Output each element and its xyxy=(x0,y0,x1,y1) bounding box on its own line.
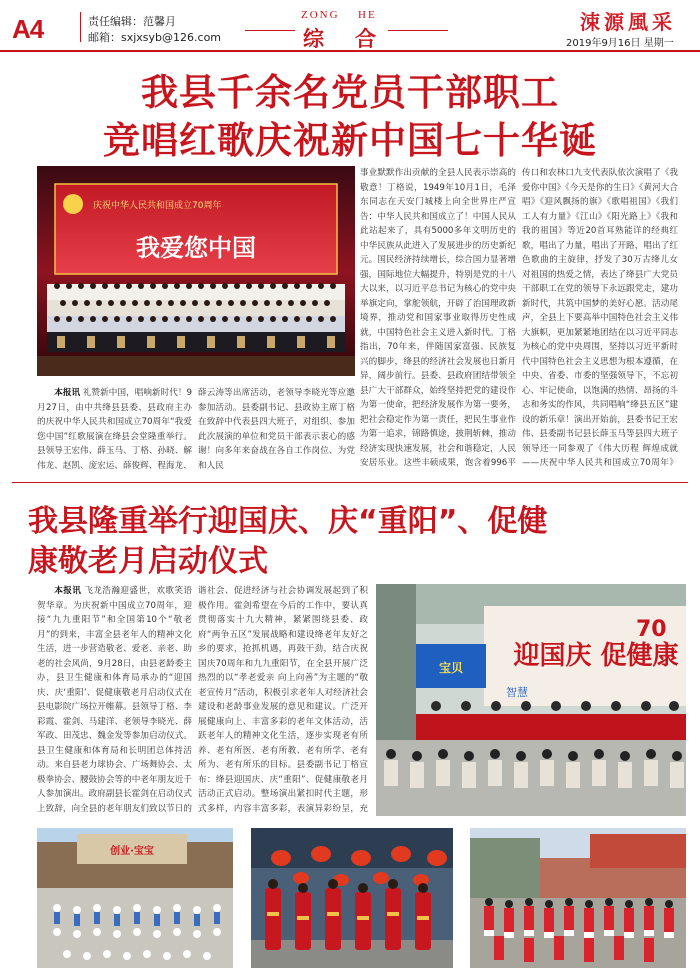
masthead-divider xyxy=(80,12,81,42)
bottom-photo-lantern-dance xyxy=(251,828,453,968)
article1-text-1: 礼赞新中国，唱响新时代！9月27日，由中共绛县县委、县政府主办的庆祝中华人民共和国成立70周年“我爱您中国”红歌展演在绛县会堂隆重举行。县领导王宏伟、薛玉马、丁格、孙晓、解伟龙、赵凯、庞宏运、薛俊辉、程海龙、 xyxy=(37,388,192,471)
article2-headline-line1: 我县隆重举行迎国庆、庆“重阳”、促健 xyxy=(28,504,548,539)
photo-store-sign: 创业·宝宝 xyxy=(110,846,154,857)
article2-headline-line2: 康敬老月启动仪式 xyxy=(28,544,268,579)
ceremony-sign-text-2: 宝贝 xyxy=(438,661,464,675)
section-rule-right xyxy=(388,30,448,31)
photo-banner-text: 庆祝中华人民共和国成立70周年 xyxy=(93,201,222,211)
bottom-photo-fan-dance xyxy=(470,828,686,968)
section-pinyin-1: ZONG xyxy=(301,9,340,21)
section-rule-left xyxy=(245,30,295,31)
ceremony-sign-text: 智慧 xyxy=(506,686,528,699)
article2-ceremony-photo xyxy=(376,584,686,816)
photo-slogan-text: 我爱您中国 xyxy=(136,234,256,262)
article2-text-2: 谐社会、促进经济与社会协调发展起到了积极作用。霍剑希望在今后的工作中，要认真贯彻落实十九大精神，紧紧围绕县委、政府“两争五区”发展战略和建设绛老年友好之乡的要求，抢抓机遇，再鼓干劲，结合庆祝国庆70周年和九九重阳节，在全县开展广泛热烈的以“孝老爱亲 向上向善”为主题的“敬老宣传月”活动，积极引求老年人对经济社会建设和老龄事业发展的意见和建议。广泛开展健康向上、丰富多彩的老年文体活动，活跃老年人的精神文化生活，逐步实现老有所养、老有所医、老有所教、老有所学、老有所为、老有所乐的目标。县委副书记丁格宣布：绛县迎国庆、庆“重阳”、促健康敬老月活动正式启动。整场演出紧扣时代主题，形式多样，内容丰富多彩，表演异彩纷呈，充 xyxy=(198,586,368,814)
article1-text-3: 事业默默作出贡献的全县人民表示崇高的敬意！丁格说，1949年10月1日，毛泽东同志在天安门城楼上向全世界庄严宣告：中华人民共和国成立了！中国人民从此站起来了，具有5000多年文明历史的中华民族从此进入了发展进步的历史新纪元。国民经济持续增长，综合国力显著增强，国际地位大幅提升，特别是党的十八大以来，以习近平总书记为核心的党中央举旗定向，掌舵领航，开辟了治国理政新境界，推动党和国家事业取得历史性成就，中国特色社会主义进入新时代。丁格指出，70年来，伴随国家富强、民族复兴的脚步，绛县的经济社会发展也日新月异，阔步前行。县委、县政府团结带领全县广大干部群众，始终坚持把党的建设作为第一使命，把经济发展作为第一要务，把社会稳定作为第一责任，把民生事业作为第一追求，锦路慎途，披荆斩棘，推动经济实现快速发展，社会和谐稳定，人民安居乐业。这些丰硕成果，饱含着996平 xyxy=(360,168,516,468)
section-name-1: 综 xyxy=(303,26,324,51)
article2-text-1: 飞龙浩瀚迎盛世，欢歌笑语贺华章。为庆祝新中国成立70周年，迎接“九九重阳节”和全国第10个“敬老月”的到来，丰富全县老年人的精神文化生活，进一步营造敬老、爱老、亲老、助老的社会风尚，9月28日，由县老龄委主办，县卫生健康和体育局承办的“迎国庆、庆‘重阳’、促健康敬老月启动仪式在县电影院广场拉开帷幕。县领导丁格、李彩霞、霍剑、马建洋、老领导李晓光、薛军政、田茂忠、魏金发等参加启动仪式。县卫生健康和体育局和长明团总体持活动。来自县老力球协会、广场舞协会、太极拳协会、腰鼓协会等的中老年朋友近千人参加演出。政府副县长霍剑在启动仪式上致辞，向全县的老年朋友们致以节日的 xyxy=(37,586,192,814)
section-pinyin-2: HE xyxy=(358,9,377,21)
article1-column-1 xyxy=(37,386,192,472)
issue-date: 2019年9月16日 星期一 xyxy=(566,38,674,49)
article2-column-2 xyxy=(198,584,368,816)
editor-email: 邮箱：sxjxsyb@126.com xyxy=(88,31,222,44)
editor-credit: 责任编辑：范馨月 xyxy=(88,15,176,28)
bottom-photo-square-dance xyxy=(37,828,233,968)
ceremony-banner-text: 迎国庆 促健康 xyxy=(513,641,679,671)
article1-lead: 本报讯 xyxy=(54,388,81,398)
paper-name: 涑源風采 xyxy=(580,10,676,34)
article1-text-4: 传口和农林口九支代表队依次演唱了《我爱你中国》《今天是你的生日》《黄河大合唱》《迎风飘扬的旗》《歌唱祖国》《我们工人有力量》《江山》《阳光路上》《我和我的祖国》等近20首耳熟能详的经典红歌，唱出了力量，唱出了开路，唱出了红色歌曲的主旋律，抒发了30万古绛儿女对祖国的热爱之情，表达了绛县广大党员干部职工在党的领导下永远跟党走，建功新时代，共筑中国梦的美好心愿。活动尾声，全县上下要高举中国特色社会主义伟大旗帜，更加紧紧地团结在以习近平同志为核心的党中央周围，坚持以习近平新时代中国特色社会主义思想为根本遵循，在中央、省委、市委的坚强领导下，不忘初心、牢记使命，以饱满的热情、昂扬的斗志和务实的作风，共同唱响“绛县五区”建设的新乐章！演出开始前，县委书记王宏伟、县委副书记县长薛玉马等县四大班子领导还一同参观了《伟大历程 辉煌成就——庆祝中华人民共和国成立70周年》 xyxy=(522,168,678,468)
page-masthead xyxy=(0,0,700,52)
svg-text:70: 70 xyxy=(636,617,667,642)
page-number: A4 xyxy=(12,14,44,44)
section-name-2: 合 xyxy=(355,26,376,51)
article1-column-3 xyxy=(360,166,516,472)
article1-column-4 xyxy=(522,166,678,472)
article1-column-2 xyxy=(198,386,355,472)
article-divider xyxy=(12,482,688,483)
article1-headline-line1: 我县千余名党员干部职工 xyxy=(141,71,559,114)
article1-headline-line2: 竞唱红歌庆祝新中国七十华诞 xyxy=(103,119,597,162)
article1-concert-photo xyxy=(37,166,355,376)
article2-column-1 xyxy=(37,584,192,816)
article1-text-2: 薛云涛等出席活动，老领导李晓光等应邀参加活动。县委副书记、县政协主席丁格在致辞中代表县四大班子，对组织、参加此次展演的单位和党员干部表示衷心的感谢！向多年来奋战在各自工作岗位、为党和人民 xyxy=(198,388,355,471)
article2-lead: 本报讯 xyxy=(54,586,82,596)
